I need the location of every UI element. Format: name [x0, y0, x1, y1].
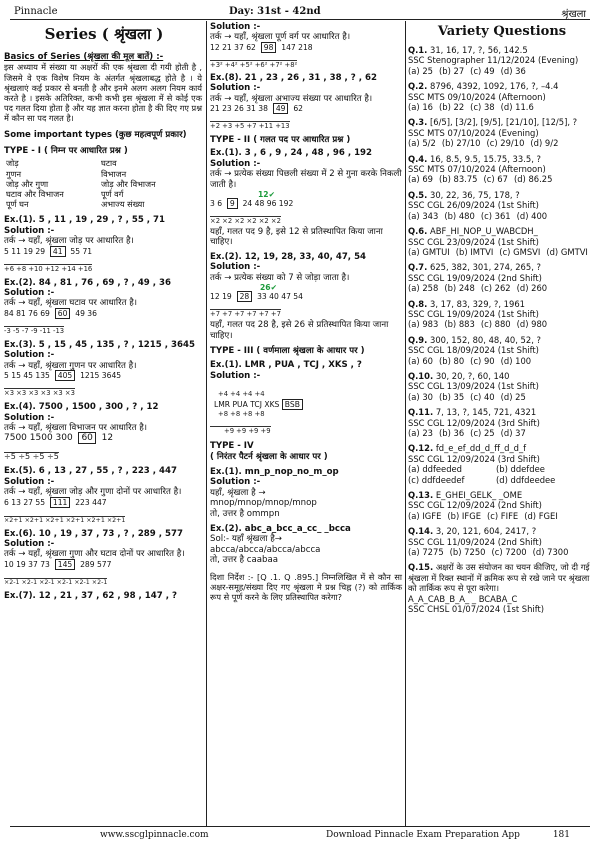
solution-logic: तर्क → प्रत्येक संख्या को 7 से जोड़ा जाता है। [210, 272, 350, 283]
solution-logic: तर्क → यहाँ, श्रृंखला गुणा और घटाव दोनों पर आधारित है। [4, 549, 185, 560]
correction-note: यहाँ, गलत पद 28 है, इसे 26 से प्रतिस्थापित किया जाना चाहिए। [210, 320, 389, 341]
example-2 [4, 278, 204, 337]
option-item[interactable]: (d) 400 [516, 210, 548, 221]
type-item: गुणन [6, 168, 22, 179]
correction-note: यहाँ, गलत पद 9 है, इसे 12 से प्रतिस्थापित किया जाना चाहिए। [210, 227, 383, 248]
example-7-question: Ex.(7). 12 , 21 , 37 , 62 , 98 , 147 , ? [4, 590, 177, 601]
solution-logic: तर्क → यहाँ, श्रृंखला जोड़ पर आधारित है। [4, 236, 134, 247]
series-terms: 55 71 [70, 246, 93, 256]
basics-text: इस अध्याय में संख्या या अक्षरों की एक श्रृंखला दी गयी होती है , जिसमे वे एक विशेष नियम के अंतर्गत श्रृंखलाबद्ध होते है । ये श्रृंखलाएं कई प्रकार से बनती है और इनमे अलग अलग नियम कार्य करते है । इसके अतिरिक्त, कभी कभी इस श्रृंखला में से कोई एक पद गलत दिया होता है और यह ज्ञात करना होता है की दिए गए प्रश्न में कौन सा पद गलत है। [4, 62, 202, 124]
type-item: घटाव और विभाजन [6, 189, 64, 200]
example-question: Ex.(1). mn_p_nop_no_m_op [210, 466, 339, 477]
option-list [408, 66, 596, 76]
example-question: Ex.(8). 21 , 23 , 26 , 31 , 38 , ? , 62 [210, 72, 377, 83]
type-item: जोड़ [6, 158, 19, 169]
question-text: 16, 8.5, 9.5, 15.75, 33.5, ? [429, 153, 541, 164]
option-item[interactable]: (d) 11.6 [500, 102, 534, 113]
option-item[interactable]: (d) 980 [516, 319, 548, 330]
series-terms: 21 23 26 31 38 [210, 104, 268, 114]
option-item[interactable]: (c) 880 [480, 319, 511, 330]
series-terms: 6 13 27 55 [4, 497, 46, 507]
question-source: SSC CGL 11/09/2024 (2nd Shift) [408, 536, 542, 547]
solution-label: Solution :- [210, 83, 261, 94]
solution-logic: तर्क → यहाँ, श्रृंखला जोड़ और गुणा दोनों पर आधारित है। [4, 487, 182, 498]
example-3 [4, 340, 204, 399]
question-number: Q.10. [408, 370, 434, 381]
question-item [408, 335, 596, 366]
direction-note: दिशा निर्देश :- [Q .1. Q .895.] निम्नलिखित में से कौन सा अक्षर-समूह/संख्या दिए गए श्रृंखला मे प्रश्न चिह्न (?) को तार्किक रूप से पूर्ण करने के लिए प्रतिस्थापित करेगा? [210, 571, 402, 602]
solution-logic: यहाँ, श्रृंखला है → [210, 487, 266, 498]
question-source: SSC CHSL 01/07/2024 (1st Shift) [408, 604, 545, 615]
option-item[interactable]: (b) 36 [439, 428, 465, 438]
question-list [408, 45, 596, 615]
series-differences: +6 +8 +10 +12 +14 +16 [4, 264, 93, 273]
series-differences: ×2 ×2 ×2 ×2 ×2 ×2 [210, 217, 281, 226]
type4-subheading: ( निरंतर पैटर्न श्रृंखला के आधार पर ) [210, 451, 328, 462]
header-topic: श्रृंखला [561, 9, 586, 20]
option-item[interactable]: (c) 25 [470, 428, 495, 438]
option-list [408, 138, 596, 148]
type-item: पूर्ण घन [6, 199, 29, 210]
question-text: [6/5], [3/2], [9/5], [21/10], [12/5], ? [429, 117, 578, 128]
question-item [408, 262, 596, 293]
answer-box: 98 [261, 42, 277, 53]
question-item [408, 407, 596, 438]
corrected-value: 26✔ [260, 283, 277, 293]
type-item: जोड़ और गुणा [6, 178, 49, 189]
question-source: SSC MTS 07/10/2024 (Evening) [408, 127, 539, 138]
question-item [408, 226, 596, 257]
option-item[interactable]: (d) 7300 [532, 547, 569, 558]
option-list [408, 428, 596, 438]
option-item[interactable]: (a) 258 [408, 283, 439, 294]
option-item[interactable]: (b) 480 [444, 210, 475, 221]
solution-label: Solution :- [210, 158, 261, 169]
solution-logic: तर्क → यहाँ, श्रृंखला घटाव पर आधारित है। [4, 298, 138, 309]
header-day: Day: 31st - 42nd [229, 6, 321, 17]
series-terms: 3 6 [210, 199, 223, 209]
type-item: अभाज्य संख्या [101, 199, 145, 210]
type-item: जोड़ और विभाजन [101, 178, 156, 189]
series-terms: 49 36 [75, 308, 97, 318]
option-item[interactable]: (d) 100 [500, 355, 532, 366]
option-item[interactable]: (c) 38 [470, 102, 495, 113]
question-source: SSC CGL 12/09/2024 (2nd Shift) [408, 500, 542, 511]
option-item[interactable]: (b) 883 [444, 319, 475, 330]
option-item[interactable]: (a) GMTUI [408, 246, 450, 257]
option-list [408, 102, 596, 112]
option-item[interactable]: (a) 7275 [408, 547, 444, 558]
option-list [408, 247, 596, 257]
series-terms: 33 40 47 54 [257, 292, 303, 302]
correct-term [210, 190, 404, 199]
question-item [408, 190, 596, 221]
example-question: Ex.(1). LMR , PUA , TCJ , XKS , ? [210, 360, 362, 371]
letter-shift-bottom: +9 +9 +9 +9 [210, 426, 271, 435]
column-theory [4, 22, 204, 824]
series-diagram [210, 43, 404, 52]
option-item[interactable]: (b) 83.75 [439, 174, 478, 185]
option-item[interactable]: (b) 27 [439, 65, 465, 76]
series-differences: +3² +4² +5² +6² +7² +8² [210, 60, 298, 69]
question-item [408, 443, 596, 485]
option-item[interactable]: (c) 29/10 [486, 138, 525, 149]
letter-shift-top: +4 +4 +4 +4 [218, 390, 265, 399]
series-diagram [4, 433, 204, 444]
series-diagram [210, 292, 404, 301]
question-text: 8796, 4392, 1092, 176, ?, –4.4 [429, 81, 559, 92]
question-number: Q.2. [408, 81, 428, 92]
question-item [408, 371, 596, 402]
option-item[interactable]: (b) IFGE [447, 510, 481, 521]
page-number: 181 [552, 830, 570, 840]
answer-box: BSB [282, 399, 303, 410]
solution-answer: तो, उत्तर है caabaa [210, 555, 279, 566]
series-terms: 12 21 37 62 [210, 42, 256, 52]
option-item[interactable]: (b) 7250 [449, 547, 486, 558]
series-terms: 84 81 76 69 [4, 308, 50, 318]
question-text: 300, 152, 80, 48, 40, 52, ? [429, 334, 541, 345]
option-item[interactable]: (c) ddfdeedef [408, 474, 465, 485]
question-number: Q.6. [408, 226, 428, 237]
solution-logic: Sol:- यहाँ श्रृंखला है→ [210, 534, 282, 545]
section-title: Series ( श्रृंखला ) [44, 25, 164, 43]
example-question: Ex.(1). 5 , 11 , 19 , 29 , ? , 55 , 71 [4, 215, 166, 226]
question-number: Q.13. [408, 490, 434, 501]
question-text: 7, 13, ?, 145, 721, 4321 [435, 407, 537, 418]
series-differences: -3 -5 -7 -9 -11 -13 [4, 326, 65, 335]
question-item [408, 154, 596, 185]
option-item[interactable]: (c) 7200 [491, 547, 527, 558]
option-list [408, 211, 596, 221]
solution-label: Solution :- [4, 225, 55, 236]
option-item[interactable]: (c) GMSVI [499, 246, 541, 257]
letter-shift-middle: +8 +8 +8 +8 [218, 410, 265, 419]
example-6 [4, 529, 204, 588]
question-source: SSC Stenographer 11/12/2024 (Evening) [408, 55, 579, 66]
question-text: 3, 17, 83, 329, ?, 1961 [429, 298, 525, 309]
question-source: SSC CGL 19/09/2024 (2nd Shift) [408, 272, 542, 283]
option-item[interactable]: (d) FGEI [524, 510, 558, 521]
question-series: A_A_CAB_B_A_ _ BCABA_C [408, 593, 518, 604]
question-number: Q.14. [408, 526, 434, 537]
types-list [6, 158, 204, 209]
series-terms: 5 11 19 29 [4, 246, 46, 256]
question-text: 30, 22, 36, 75, 178, ? [429, 189, 520, 200]
option-item[interactable]: (d) GMTVI [546, 246, 588, 257]
solution-logic: तर्क → प्रत्येक संख्या पिछली संख्या में 2 से गुना करके निकली जाती है। [210, 169, 402, 190]
series-terms: 289 577 [80, 559, 112, 569]
question-item [408, 117, 596, 148]
solution-answer: तो, उत्तर है ommpn [210, 508, 280, 519]
option-item[interactable]: (a) 983 [408, 319, 439, 330]
option-item[interactable]: (c) 40 [470, 391, 495, 402]
answer-box: 145 [55, 559, 76, 570]
example-question: Ex.(2). 12, 19, 28, 33, 40, 47, 54 [210, 251, 367, 262]
example-question: Ex.(4). 7500 , 1500 , 300 , ? , 12 [4, 402, 159, 413]
question-text: E_GHEI_GELK_ _OME [435, 490, 523, 501]
series-diagram [4, 247, 204, 256]
question-text: fd_e_ef_dd_d_ff_d_d_f [435, 443, 527, 454]
option-item[interactable]: (c) 90 [470, 355, 495, 366]
questions-title: Variety Questions [437, 24, 567, 39]
solution-logic: तर्क → यहाँ, श्रृंखला गुणन पर आधारित है। [4, 360, 137, 371]
answer-box: 405 [55, 370, 76, 381]
header-brand: Pinnacle [14, 6, 58, 17]
question-number: Q.8. [408, 298, 428, 309]
series-terms: 10 19 37 73 [4, 559, 50, 569]
question-text: 30, 20, ?, 60, 140 [435, 370, 510, 381]
series-terms: 24 48 96 192 [242, 199, 294, 209]
question-number: Q.1. [408, 45, 428, 55]
solution-label: Solution :- [4, 350, 55, 361]
column-examples [210, 22, 404, 824]
solution-label: Solution :- [4, 476, 55, 487]
corrected-value: 12✔ [258, 190, 275, 200]
wrong-term-box: 9 [227, 198, 238, 209]
series-differences: +2 +3 +5 +7 +11 +13 [210, 122, 290, 131]
solution-label: Solution :- [210, 22, 261, 32]
option-list [408, 511, 596, 521]
option-item[interactable]: (a) 30 [408, 391, 433, 402]
type1-heading: TYPE - I ( निम्न पर आधारित प्रश्न ) [4, 146, 128, 157]
series-diagram [4, 560, 204, 569]
question-number: Q.7. [408, 262, 428, 273]
option-item[interactable]: (d) 25 [500, 391, 526, 402]
types-heading: Some important types (कुछ महत्वपूर्ण प्रकार) [4, 129, 187, 140]
option-item[interactable]: (d) 260 [516, 283, 548, 294]
question-source: SSC MTS 07/10/2024 (Afternoon) [408, 164, 546, 175]
series-diagram [210, 400, 404, 409]
solution-label: Solution :- [4, 288, 55, 299]
question-source: SSC CGL 19/09/2024 (1st Shift) [408, 308, 539, 319]
solution-label: Solution :- [4, 412, 55, 423]
option-item[interactable]: (b) 80 [439, 355, 465, 366]
solution-pattern: abcca/abcca/abcca/abcca [210, 544, 321, 555]
series-terms: 147 218 [281, 42, 313, 52]
option-item[interactable]: (a) 60 [408, 355, 433, 366]
option-item[interactable]: (a) 69 [408, 174, 433, 185]
option-item[interactable]: (c) 262 [480, 283, 511, 294]
type3-heading: TYPE - III ( वर्णमाला श्रृंखला के आधार पर ) [210, 345, 365, 356]
option-item[interactable]: (d) 37 [500, 428, 526, 438]
option-list [408, 174, 596, 184]
type2-heading: TYPE - II ( गलत पद पर आधारित प्रश्न ) [210, 135, 351, 146]
question-text: ABF_HI_NOP_U_WABCDH_ [429, 226, 538, 237]
option-list [408, 283, 596, 293]
series-terms: 12 [101, 433, 114, 444]
option-list [408, 547, 596, 557]
question-text: अक्षरों के उस संयोजन का चयन कीजिए, जो दी गई श्रृंखला में रिक्त स्थानों में क्रमिक रूप से रखे जाने पर श्रृंखला को तार्किक रूप से पूरा करेगा। [408, 562, 590, 594]
example-question: Ex.(3). 5 , 15 , 45 , 135 , ? , 1215 , 3645 [4, 339, 195, 350]
option-item[interactable]: (a) 343 [408, 210, 439, 221]
series-differences: ×2+1 ×2+1 ×2+1 ×2+1 ×2+1 ×2+1 [4, 516, 126, 524]
question-item [408, 526, 596, 557]
question-item [408, 45, 596, 76]
column-divider-2 [405, 21, 406, 826]
solution-label: Solution :- [4, 538, 55, 549]
question-item [408, 299, 596, 330]
option-item[interactable]: (d) ddfdeedee [496, 474, 556, 485]
example-question: Ex.(2). abc_a_bcc_a_cc_ _bcca [210, 523, 351, 534]
solution-logic: तर्क → यहाँ, श्रृंखला अभाज्य संख्या पर आधारित है। [210, 93, 373, 104]
question-text: 31, 16, 17, ?, 56, 142.5 [429, 45, 528, 55]
series-terms: 62 [293, 104, 303, 114]
example-question: Ex.(2). 84 , 81 , 76 , 69 , ? , 49 , 36 [4, 277, 171, 288]
option-item[interactable]: (b) 22 [439, 102, 465, 113]
question-text: 625, 382, 301, 274, 265, ? [429, 262, 541, 273]
question-number: Q.15. [408, 562, 434, 573]
series-diagram [210, 199, 404, 208]
solution-logic: तर्क → यहाँ, श्रृंखला विभाजन पर आधारित है। [4, 422, 148, 433]
option-list [408, 464, 596, 485]
question-source: SSC CGL 23/09/2024 (1st Shift) [408, 236, 539, 247]
example-4 [4, 402, 204, 463]
answer-box: 49 [273, 103, 289, 114]
answer-box: 60 [78, 432, 95, 444]
page-footer [0, 830, 600, 842]
solution-label: Solution :- [210, 262, 261, 273]
question-number: Q.11. [408, 407, 434, 418]
option-item[interactable]: (d) 36 [500, 65, 526, 76]
series-terms: 5 15 45 135 [4, 371, 50, 381]
option-list [408, 319, 596, 329]
basics-heading: Basics of Series (श्रृंखला की मूल बातें) :- [4, 52, 164, 62]
option-item[interactable]: (a) IGFE [408, 510, 442, 521]
question-source: SSC CGL 13/09/2024 (1st Shift) [408, 381, 539, 392]
question-source: SSC CGL 12/09/2024 (3rd Shift) [408, 417, 540, 428]
series-diagram [4, 371, 204, 380]
option-item[interactable]: (b) 248 [444, 283, 475, 294]
footer-website: www.sscglpinnacle.com [100, 830, 209, 840]
solution-label: Solution :- [210, 370, 261, 381]
column-divider-1 [206, 21, 207, 826]
example-question: Ex.(6). 10 , 19 , 37 , 73 , ? , 289 , 577 [4, 528, 183, 539]
series-differences: ÷5 ÷5 ÷5 ÷5 [4, 452, 59, 462]
option-item[interactable]: (d) 86.25 [513, 174, 553, 185]
option-list [408, 392, 596, 402]
page-header [14, 4, 586, 20]
option-item[interactable]: (b) 35 [439, 391, 465, 402]
column-questions [408, 22, 596, 824]
type-item: विभाजन [101, 168, 127, 179]
answer-box: 60 [55, 308, 71, 319]
example-5 [4, 466, 204, 525]
series-terms: 7500 1500 300 [4, 433, 73, 444]
series-diagram [4, 309, 204, 318]
question-number: Q.12. [408, 443, 434, 454]
option-list [408, 356, 596, 366]
example-1 [4, 215, 204, 274]
question-source: SSC CGL 26/09/2024 (1st Shift) [408, 200, 539, 211]
option-item[interactable]: (a) 23 [408, 428, 433, 438]
question-item [408, 562, 596, 614]
series-terms: 1215 3645 [80, 371, 122, 381]
option-item[interactable]: (c) 49 [470, 65, 495, 76]
question-item [408, 81, 596, 112]
series-differences: +7 +7 +7 +7 +7 +7 [210, 310, 281, 319]
series-differences: ×3 ×3 ×3 ×3 ×3 ×3 [4, 389, 75, 398]
series-diagram [210, 104, 404, 113]
option-item[interactable]: (b) IMTVI [455, 246, 494, 257]
question-number: Q.9. [408, 334, 428, 345]
question-text: 3, 20, 121, 604, 2417, ? [435, 526, 537, 537]
option-item[interactable]: (a) 5/2 [408, 138, 436, 149]
example-question: Ex.(1). 3 , 6 , 9 , 24 , 48 , 96 , 192 [210, 148, 373, 159]
question-number: Q.3. [408, 117, 428, 128]
option-item[interactable]: (b) 27/10 [441, 138, 481, 149]
question-source: SSC CGL 12/09/2024 (3rd Shift) [408, 453, 540, 464]
header-divider [10, 19, 590, 20]
series-terms: LMR PUA TCJ XKS [214, 400, 280, 410]
answer-box: 41 [50, 246, 66, 257]
answer-box: 111 [50, 497, 71, 508]
series-diagram [4, 498, 204, 507]
solution-label: Solution :- [210, 477, 261, 488]
wrong-term-box: 28 [237, 291, 253, 302]
type-item: घटाव [101, 158, 117, 169]
question-source: SSC CGL 18/09/2024 (1st Shift) [408, 345, 539, 356]
option-item[interactable]: (c) 361 [480, 210, 511, 221]
type4-heading: TYPE - IV [210, 441, 254, 452]
example-question: Ex.(5). 6 , 13 , 27 , 55 , ? , 223 , 447 [4, 466, 177, 477]
question-number: Q.5. [408, 189, 428, 200]
solution-logic: तर्क → यहाँ, श्रृंखला पूर्ण वर्ग पर आधारित है। [210, 32, 351, 43]
question-number: Q.4. [408, 153, 428, 164]
option-item[interactable]: (c) FIFE [487, 510, 519, 521]
question-item [408, 490, 596, 521]
series-terms: 12 19 [210, 292, 232, 302]
option-item[interactable]: (d) 9/2 [530, 138, 559, 149]
question-source: SSC MTS 09/10/2024 (Afternoon) [408, 91, 546, 102]
solution-pattern: mnop/mnop/mnop/mnop [210, 498, 317, 509]
type-item: पूर्ण वर्ग [101, 189, 124, 200]
option-item[interactable]: (a) 25 [408, 65, 433, 76]
series-differences: ×2-1 ×2-1 ×2-1 ×2-1 ×2-1 ×2-1 [4, 578, 108, 586]
option-item[interactable]: (b) ddefdee [496, 464, 545, 475]
option-item[interactable]: (a) 16 [408, 102, 433, 113]
option-item[interactable]: (a) ddfeeded [408, 464, 462, 475]
footer-app: Download Pinnacle Exam Preparation App [326, 830, 520, 840]
footer-divider [10, 826, 590, 827]
option-item[interactable]: (c) 67 [483, 174, 508, 185]
series-terms: 223 447 [75, 497, 107, 507]
